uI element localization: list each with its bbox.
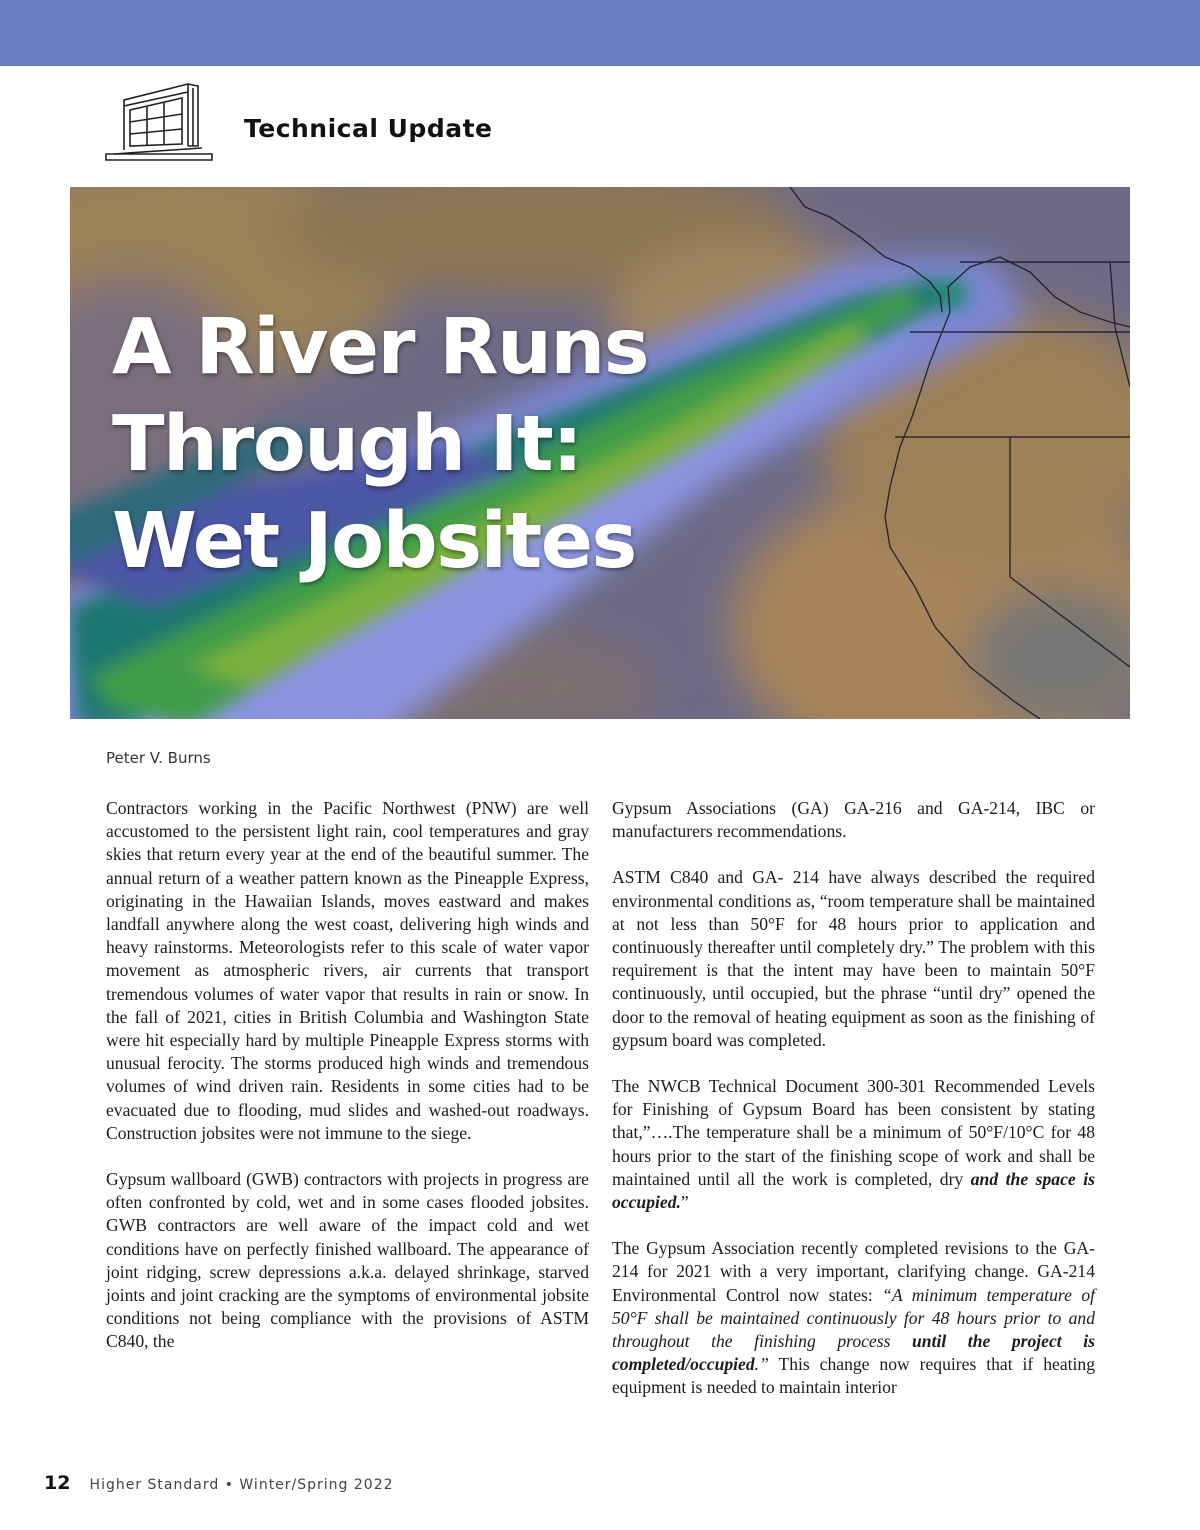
section-header [104,76,604,166]
page-footer [44,1472,394,1494]
paragraph [612,1237,1095,1399]
text-column-left [106,797,589,1377]
emphasis: until the project is completed/occupied [612,1331,1095,1375]
quotation: “A minimum temperature of 50°F shall be maintained continuously for 48 hours prior to and throughout the finishing process [612,1284,1095,1352]
title-line-1: A River Runs [112,303,649,392]
emphasis: and the space is occupied. [612,1168,1095,1213]
article-title [112,299,648,590]
publication-name: Higher Standard • Winter/Spring 2022 [89,1477,394,1493]
text-column-right [612,797,1095,1423]
paragraph [612,1075,1095,1214]
building-icon [104,76,216,164]
quotation-end: .” [754,1354,769,1375]
paragraph: Gypsum Associations (GA) GA-216 and GA-214, IBC or manufacturers recommendations. [612,798,1095,842]
paragraph: Contractors working in the Pacific Northwest (PNW) are well accustomed to the persistent light rain, cool temperatures and gray skies that return every year at the end of the beautiful summer. The annual return of a weather pattern known as the Pineapple Express, originating in the Hawaiian Islands, moves eastward and makes landfall anywhere along the west coast, delivering high winds and heavy rainstorms. Meteorologists refer to this scale of water vapor movement as atmospheric rivers, air currents that transport tremendous volumes of water vapor that results in rain or snow. In the fall of 2021, cities in British Columbia and Washington State were hit especially hard by multiple Pineapple Express storms with unusual ferocity. The storms produced high winds and tremendous volumes of wind driven rain. Residents in some cities had to be evacuated due to flooding, mud slides and washed-out roadways. Construction jobsites were not immune to the siege. [106,798,589,1143]
section-title: Technical Update [244,114,493,143]
hero-image [70,187,1130,719]
paragraph: Gypsum wallboard (GWB) contractors with projects in progress are often confronted by cold, wet and in some cases flooded jobsites. GWB contractors are well aware of the impact cold and wet conditions have on perfectly finished wallboard. The appearance of joint ridging, screw depressions a.k.a. delayed shrinkage, starved joints and joint cracking are the symptoms of environmental jobsite conditions not being compliance with the provisions of ASTM C840, the [106,1169,589,1352]
paragraph: ASTM C840 and GA- 214 have always described the required environmental conditions as, “room temperature shall be maintained at not less than 50°F for 48 hours prior to application and continuously thereafter until completely dry.” The problem with this requirement is that the intent may have been to maintain 50°F continuously, until occupied, but the phrase “until dry” opened the door to the removal of heating equipment as soon as the finishing of gypsum board was completed. [612,867,1095,1050]
title-line-2: Through It: [112,400,582,489]
page-number: 12 [44,1472,71,1494]
text-run: ” [680,1192,689,1213]
text-run: The Gypsum Association recently completed revisions to the GA-214 for 2021 with a very important, clarifying change. GA-214 Environmental Control now states: [612,1238,1095,1305]
author-byline: Peter V. Burns [106,749,211,767]
text-run: The NWCB Technical Document 300-301 Recommended Levels for Finishing of Gypsum Board has been consistent by stating that,”….The temperature shall be a minimum of 50°F/10°C for 48 hours prior to the start of the finishing scope of work and shall be maintained until all the work is completed, dry [612,1076,1095,1189]
text-run: This change now requires that if heating equipment is needed to maintain interior [612,1354,1095,1398]
top-color-bar [0,0,1200,66]
title-line-3: Wet Jobsites [112,497,636,586]
